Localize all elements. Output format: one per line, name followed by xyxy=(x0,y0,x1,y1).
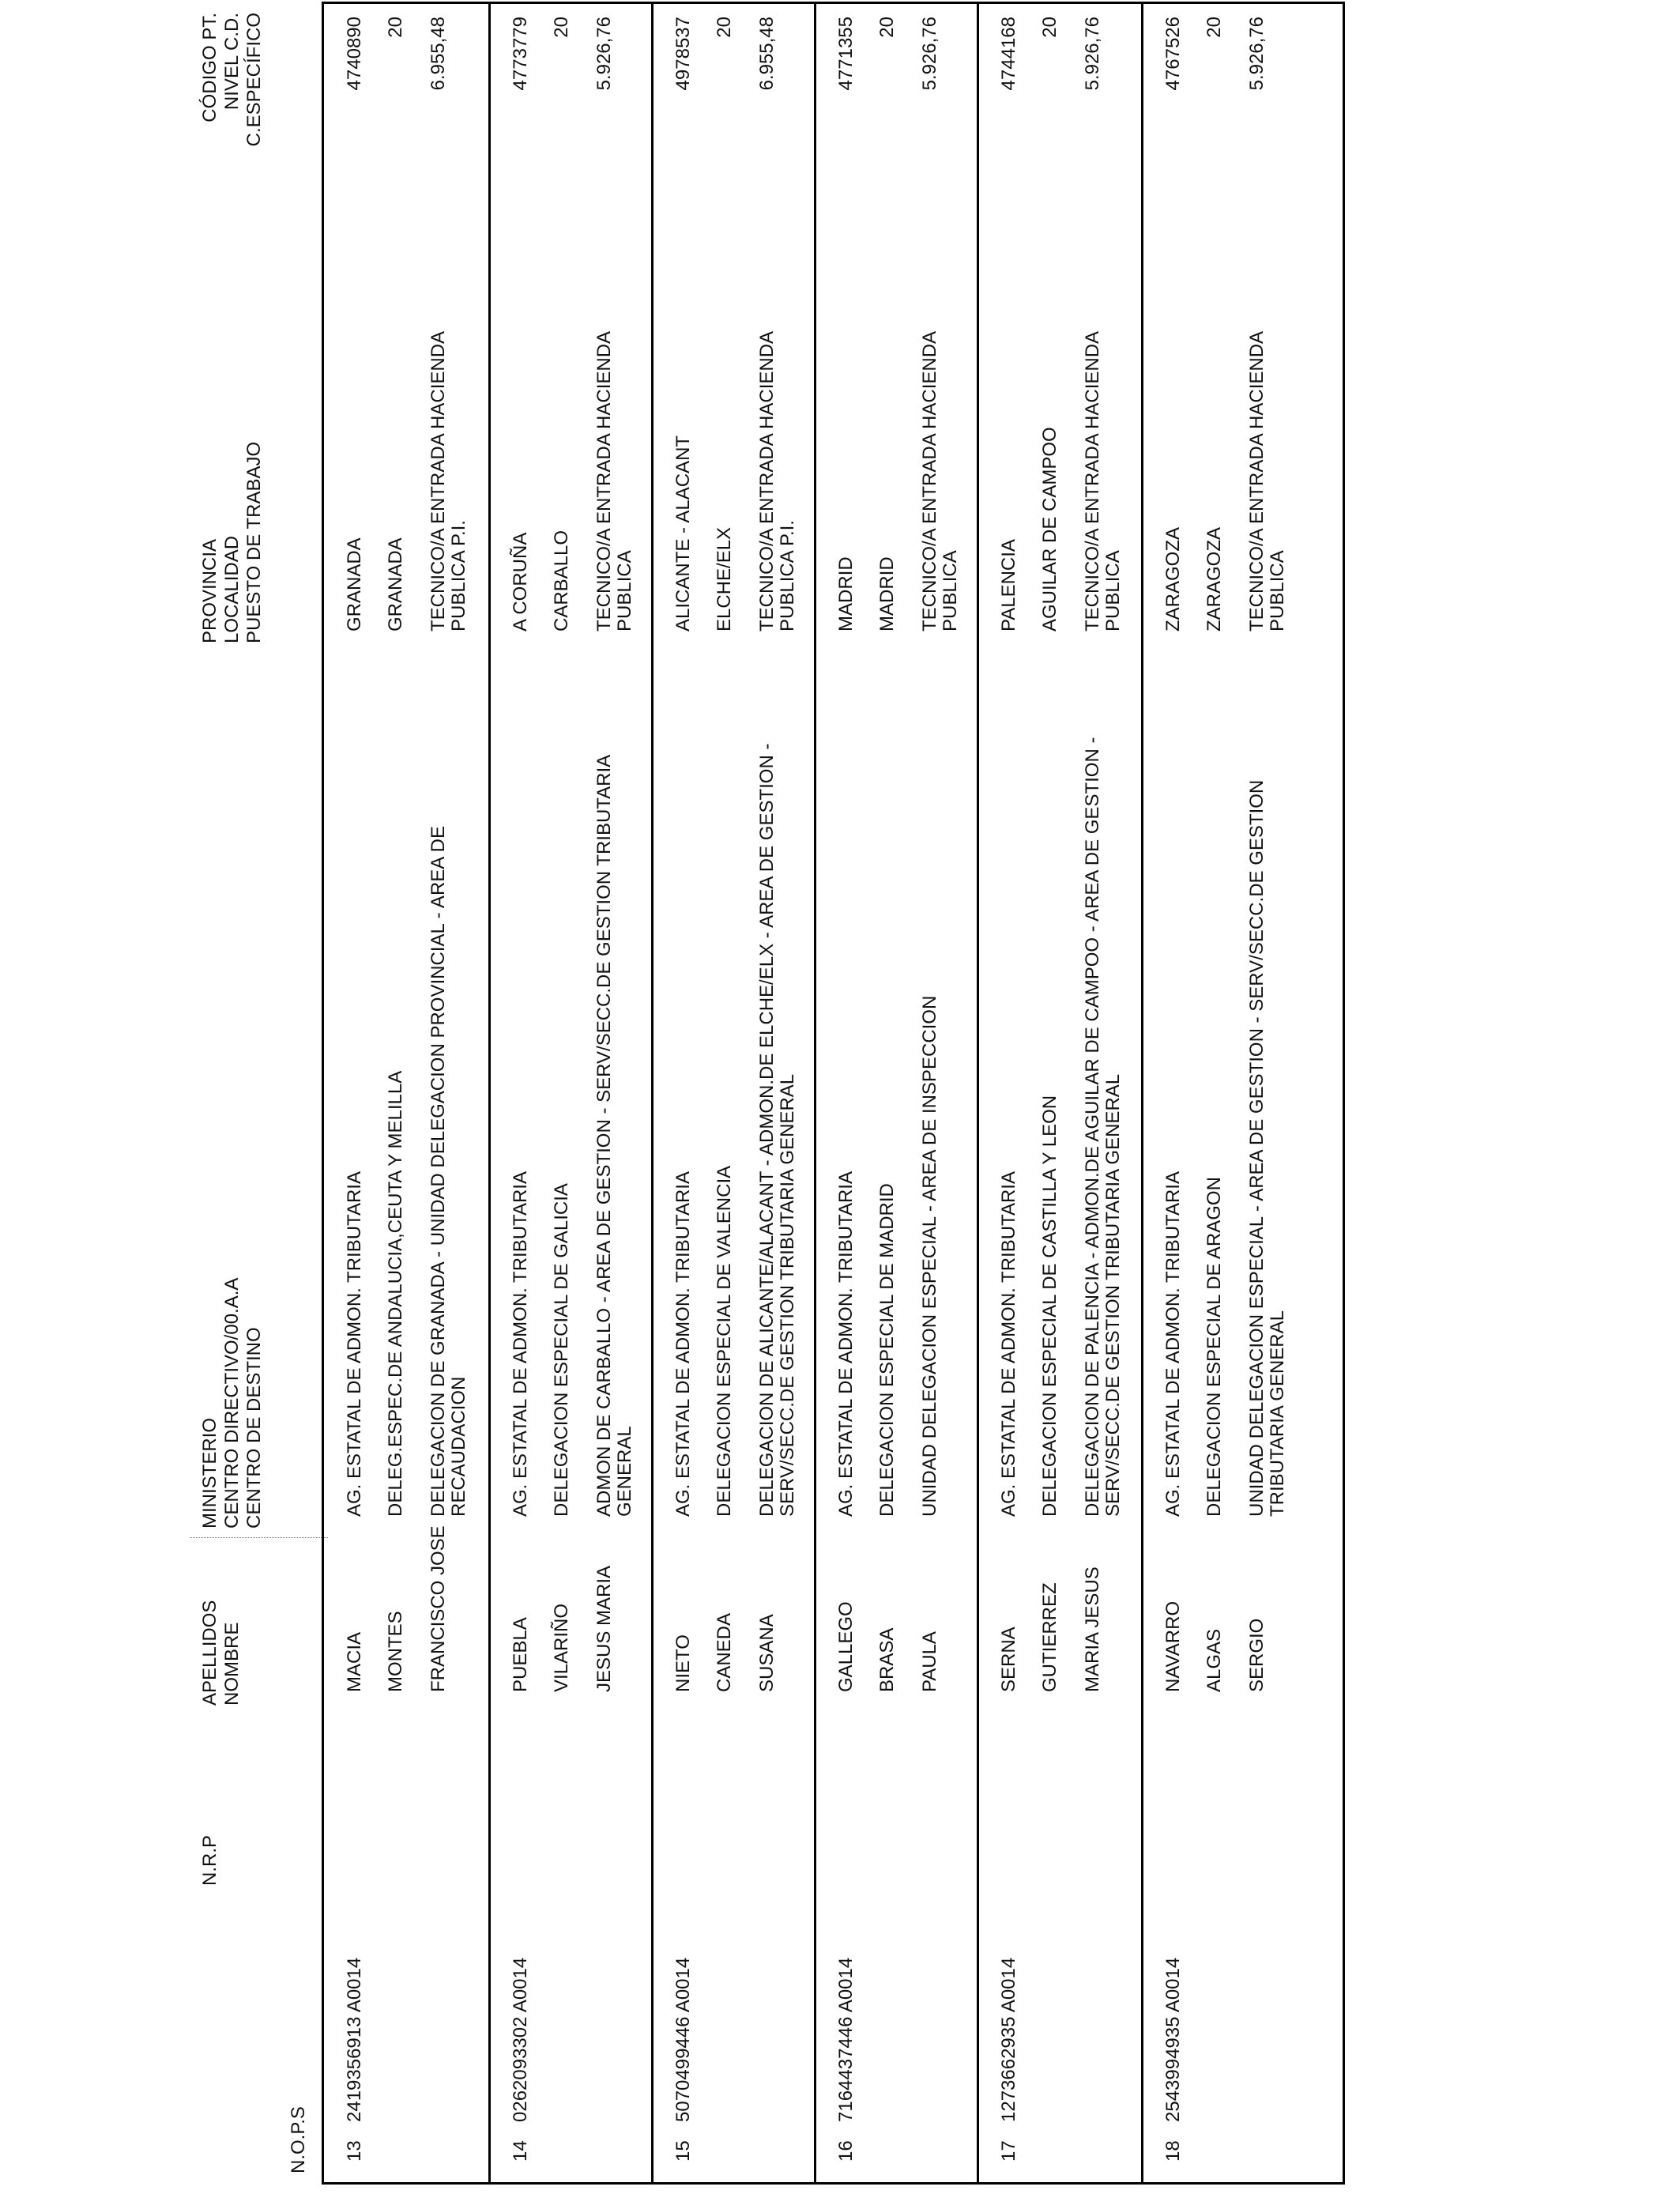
record-row xyxy=(1143,4,1340,2182)
record-nombre: JESUS MARIA xyxy=(593,1565,615,1692)
record-apellido-2: ALGAS xyxy=(1203,1628,1225,1692)
record-nrp: 7164437446 A0014 xyxy=(835,1957,857,2122)
record-localidad: ELCHE/ELX xyxy=(714,526,735,631)
record-row xyxy=(978,4,1143,2182)
record-apellido-2: GUTIERREZ xyxy=(1039,1582,1060,1692)
record-provincia: ALICANTE - ALACANT xyxy=(672,435,694,631)
record-puesto: TECNICO/A ENTRADA HACIENDA PUBLICA xyxy=(919,332,961,631)
record-centro-destino: DELEGACION DE PALENCIA - ADMON.DE AGUILAR DE CAMPOO - AREA DE GESTION - SERV/SECC.DE GESTION TRIBUTARIA GENERAL xyxy=(1082,737,1124,1517)
record-codigo-pt: 4767526 xyxy=(1162,17,1184,91)
header-nrp xyxy=(199,1835,326,1886)
record-c-especifico: 5.926,76 xyxy=(1246,17,1268,91)
record-nops: 13 xyxy=(344,2140,365,2162)
header-puesto-label: PUESTO DE TRABAJO xyxy=(243,441,265,643)
record-nombre: PAULA xyxy=(919,1631,940,1692)
header-provincia-label: PROVINCIA xyxy=(199,538,220,643)
record-nops: 16 xyxy=(835,2140,857,2162)
record-row xyxy=(324,4,492,2182)
header-centro-destino-label: CENTRO DE DESTINO xyxy=(243,1327,265,1529)
record-localidad: AGUILAR DE CAMPOO xyxy=(1039,427,1060,631)
record-codigo-pt: 4978537 xyxy=(672,17,694,91)
record-ministerio: AG. ESTATAL DE ADMON. TRIBUTARIA xyxy=(1162,1171,1184,1517)
record-c-especifico: 5.926,76 xyxy=(919,17,940,91)
record-nivel-cd: 20 xyxy=(551,17,572,38)
record-localidad: MADRID xyxy=(876,556,898,631)
record-ministerio: AG. ESTATAL DE ADMON. TRIBUTARIA xyxy=(998,1171,1019,1517)
record-ministerio: AG. ESTATAL DE ADMON. TRIBUTARIA xyxy=(344,1171,365,1517)
record-c-especifico: 5.926,76 xyxy=(593,17,615,91)
record-nops: 18 xyxy=(1162,2140,1184,2162)
record-localidad: ZARAGOZA xyxy=(1203,526,1225,631)
record-provincia: PALENCIA xyxy=(998,539,1019,631)
record-apellido-2: MONTES xyxy=(385,1611,406,1692)
record-centro-directivo: DELEG.ESPEC.DE ANDALUCIA,CEUTA Y MELILLA xyxy=(385,1070,406,1517)
record-apellido-1: SERNA xyxy=(998,1627,1019,1692)
record-row xyxy=(816,4,978,2182)
record-puesto: TECNICO/A ENTRADA HACIENDA PUBLICA xyxy=(1082,332,1124,631)
record-row xyxy=(490,4,654,2182)
record-row xyxy=(653,4,816,2182)
record-c-especifico: 6.955,48 xyxy=(428,17,449,91)
record-nivel-cd: 20 xyxy=(385,17,406,38)
record-c-especifico: 5.926,76 xyxy=(1082,17,1103,91)
record-localidad: CARBALLO xyxy=(551,530,572,631)
header-ministerio-label: MINISTERIO xyxy=(199,1417,220,1529)
record-apellido-1: PUEBLA xyxy=(510,1617,531,1692)
record-apellido-1: NIETO xyxy=(672,1634,694,1692)
record-nops: 17 xyxy=(998,2140,1019,2162)
record-provincia: A CORUÑA xyxy=(510,532,531,631)
header-apellidos-label: APELLIDOS xyxy=(199,1600,220,1706)
record-centro-directivo: DELEGACION ESPECIAL DE CASTILLA Y LEON xyxy=(1039,1095,1060,1517)
record-nrp: 2543994935 A0014 xyxy=(1162,1957,1184,2122)
record-nivel-cd: 20 xyxy=(876,17,898,38)
record-codigo-pt: 4773779 xyxy=(510,17,531,91)
header-ministerio xyxy=(199,1278,326,1529)
record-puesto: TECNICO/A ENTRADA HACIENDA PUBLICA xyxy=(1246,332,1288,631)
record-codigo-pt: 4771355 xyxy=(835,17,857,91)
header-nivel-label: NIVEL C.D. xyxy=(221,13,243,111)
record-nops: 15 xyxy=(672,2140,694,2162)
record-provincia: ZARAGOZA xyxy=(1162,526,1184,631)
record-apellido-2: BRASA xyxy=(876,1627,898,1692)
record-centro-directivo: DELEGACION ESPECIAL DE MADRID xyxy=(876,1183,898,1517)
record-localidad: GRANADA xyxy=(385,537,406,631)
header-nops xyxy=(199,2106,326,2173)
record-nombre: SUSANA xyxy=(756,1614,778,1692)
record-ministerio: AG. ESTATAL DE ADMON. TRIBUTARIA xyxy=(672,1171,694,1517)
record-nrp: 5070499446 A0014 xyxy=(672,1957,694,2122)
record-provincia: MADRID xyxy=(835,556,857,631)
header-nrp-label: N.R.P xyxy=(199,1834,220,1886)
record-provincia: GRANADA xyxy=(344,537,365,631)
header-divider xyxy=(190,1537,328,1538)
record-centro-destino: ADMON DE CARBALLO - AREA DE GESTION - SERV/SECC.DE GESTION TRIBUTARIA GENERAL xyxy=(593,756,635,1517)
record-centro-destino: UNIDAD DELEGACION ESPECIAL - AREA DE INSPECCION xyxy=(919,995,940,1517)
header-centro-directivo-label: CENTRO DIRECTIVO/00.A.A xyxy=(221,1277,243,1529)
record-nombre: FRANCISCO JOSE xyxy=(428,1525,449,1692)
record-nops: 14 xyxy=(510,2140,531,2162)
record-nivel-cd: 20 xyxy=(714,17,735,38)
record-centro-destino: DELEGACION DE ALICANTE/ALACANT - ADMON.DE ELCHE/ELX - AREA DE GESTION - SERV/SECC.DE GESTION TRIBUTARIA GENERAL xyxy=(756,743,798,1517)
header-localidad-label: LOCALIDAD xyxy=(221,535,243,643)
header-provincia xyxy=(199,442,326,643)
record-centro-destino: UNIDAD DELEGACION ESPECIAL - AREA DE GESTION - SERV/SECC.DE GESTION TRIBUTARIA GENERAL xyxy=(1246,779,1288,1517)
record-nombre: MARIA JESUS xyxy=(1082,1566,1103,1692)
record-c-especifico: 6.955,48 xyxy=(756,17,778,91)
header-apellidos xyxy=(199,1600,326,1706)
header-nops-label: N.O.P.S xyxy=(288,2106,309,2173)
record-centro-destino: DELEGACION DE GRANADA - UNIDAD DELEGACION PROVINCIAL - AREA DE RECAUDACION xyxy=(428,826,469,1517)
record-puesto: TECNICO/A ENTRADA HACIENDA PUBLICA P.I. xyxy=(756,332,798,631)
record-nrp: 0262093302 A0014 xyxy=(510,1957,531,2122)
record-ministerio: AG. ESTATAL DE ADMON. TRIBUTARIA xyxy=(510,1171,531,1517)
record-centro-directivo: DELEGACION ESPECIAL DE GALICIA xyxy=(551,1183,572,1517)
record-apellido-2: VILARIÑO xyxy=(551,1603,572,1692)
header-nombre-label: NOMBRE xyxy=(221,1622,243,1706)
record-codigo-pt: 4744168 xyxy=(998,17,1019,91)
record-nrp: 2419356913 A0014 xyxy=(344,1957,365,2122)
record-centro-directivo: DELEGACION ESPECIAL DE ARAGON xyxy=(1203,1177,1225,1517)
records-table xyxy=(322,2,1345,2185)
record-codigo-pt: 4740890 xyxy=(344,17,365,91)
record-nombre: SERGIO xyxy=(1246,1618,1268,1692)
header-codigo xyxy=(199,13,326,266)
record-puesto: TECNICO/A ENTRADA HACIENDA PUBLICA xyxy=(593,332,635,631)
record-nivel-cd: 20 xyxy=(1039,17,1060,38)
header-especifico-label: C.ESPECÍFICO xyxy=(243,13,265,147)
record-nrp: 1273662935 A0014 xyxy=(998,1957,1019,2122)
record-nivel-cd: 20 xyxy=(1203,17,1225,38)
header-codigo-label: CÓDIGO PT. xyxy=(199,13,220,123)
record-centro-directivo: DELEGACION ESPECIAL DE VALENCIA xyxy=(714,1165,735,1517)
record-apellido-1: MACIA xyxy=(344,1631,365,1692)
record-puesto: TECNICO/A ENTRADA HACIENDA PUBLICA P.I. xyxy=(428,332,469,631)
record-apellido-1: NAVARRO xyxy=(1162,1600,1184,1692)
record-ministerio: AG. ESTATAL DE ADMON. TRIBUTARIA xyxy=(835,1171,857,1517)
record-apellido-2: CANEDA xyxy=(714,1612,735,1692)
record-apellido-1: GALLEGO xyxy=(835,1601,857,1692)
